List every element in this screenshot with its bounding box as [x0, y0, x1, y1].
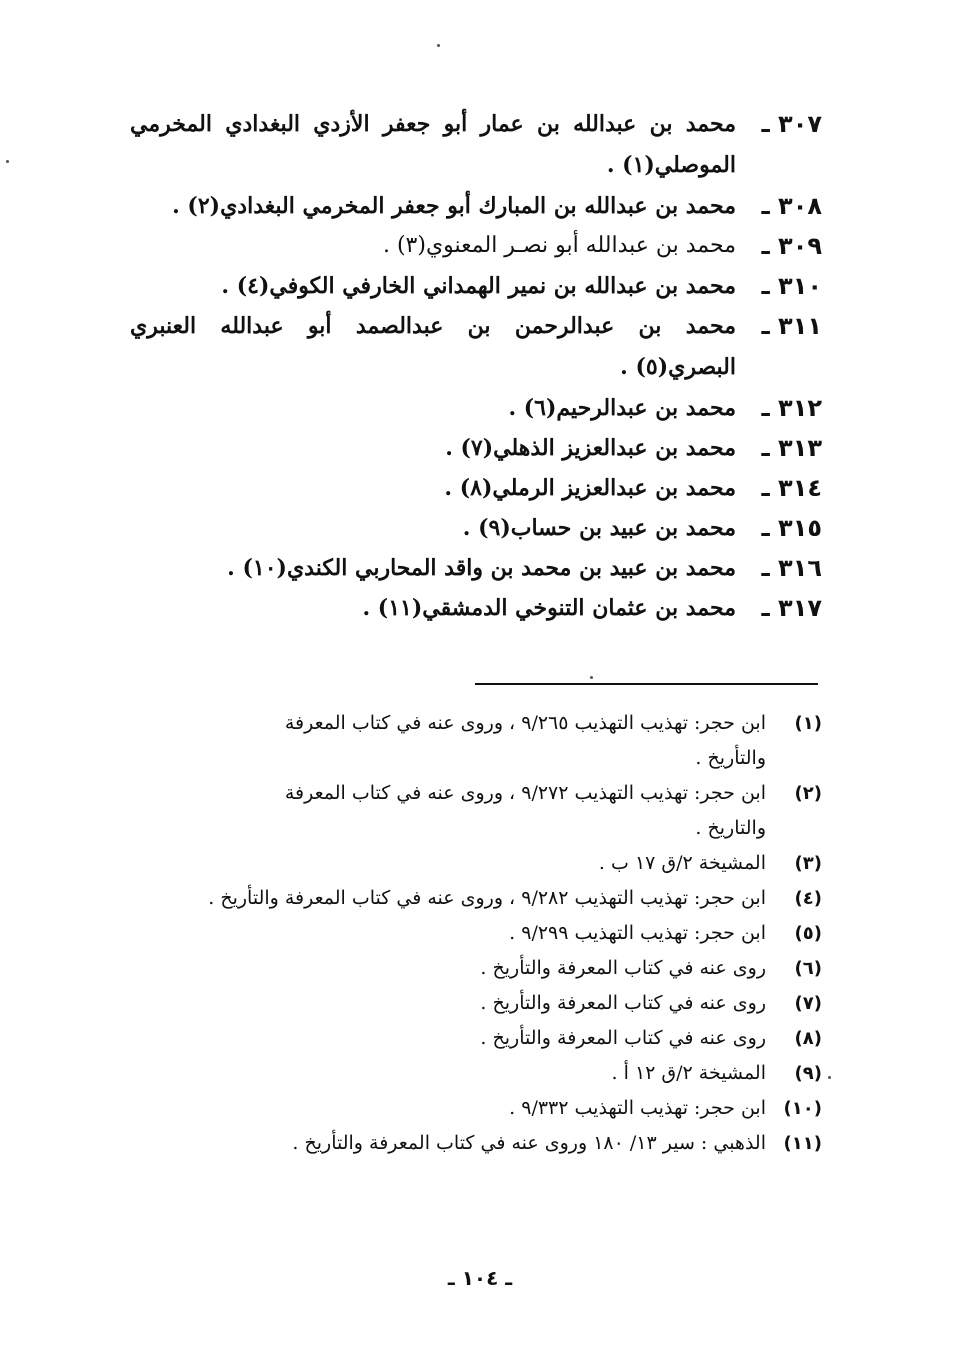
- footnote-9: [100, 1056, 822, 1091]
- entry-314: [130, 468, 822, 508]
- page-number: ـ ١٠٤ ـ: [447, 1266, 513, 1290]
- entry-number: ٣١٧ ـ: [761, 594, 822, 622]
- entry-312: [130, 388, 822, 428]
- entry-number: ٣١٥ ـ: [761, 514, 822, 542]
- footnote-number: (٧): [794, 993, 822, 1014]
- footnote-text: ابن حجر: تهذيب التهذيب ٩/٢٨٢ ، وروى عنه في كتاب المعرفة والتأريخ .: [208, 887, 766, 909]
- footnote-number: (٣): [794, 853, 822, 874]
- entry-number: ٣١٤ ـ: [761, 474, 822, 502]
- entry-text: محمد بن عبدالله بن المبارك أبو جعفر المخرمي البغدادي(٢) .: [172, 193, 736, 219]
- footnote-8: [100, 1021, 822, 1056]
- footnote-text: ابن حجر: تهذيب التهذيب ٩/٢٩٩ .: [509, 922, 766, 944]
- entry-number: ٣٠٨ ـ: [761, 192, 822, 220]
- entry-text-continued: البصري(٥) .: [620, 354, 736, 380]
- scan-speck: [437, 44, 440, 47]
- entry-number: ٣١٣ ـ: [761, 434, 822, 462]
- entry-text: محمد بن عبدالرحيم(٦) .: [508, 395, 736, 421]
- footnote-number: (٩): [794, 1063, 822, 1084]
- scan-speck: [6, 160, 9, 163]
- entry-number: ٣١٢ ـ: [761, 394, 822, 422]
- footnote-separator: [475, 683, 818, 685]
- entry-text: محمد بن عبيد بن حساب(٩) .: [462, 515, 736, 541]
- footnote-text: روى عنه في كتاب المعرفة والتأريخ .: [480, 992, 766, 1014]
- footnote-11: [100, 1126, 822, 1161]
- entry-number: ٣٠٧ ـ: [761, 110, 822, 138]
- entry-number: ٣١٦ ـ: [761, 554, 822, 582]
- scan-speck: [590, 676, 593, 679]
- entry-text: محمد بن عبدالله بن نمير الهمداني الخارفي الكوفي(٤) .: [221, 273, 736, 299]
- footnote-text: المشيخة ٢/ق ١٢ أ .: [611, 1062, 766, 1084]
- footnote-text: الذهبي : سير ١٣/ ١٨٠ وروى عنه في كتاب المعرفة والتأريخ .: [292, 1132, 766, 1154]
- entry-307: [130, 104, 822, 186]
- footnote-text: ابن حجر: تهذيب التهذيب ٩/٢٦٥ ، وروى عنه في كتاب المعرفة: [284, 712, 766, 734]
- footnote-number: (٢): [794, 783, 822, 804]
- footnote-text-continued: والتاريخ .: [695, 817, 766, 839]
- scan-speck: [828, 1076, 831, 1079]
- footnote-3: [100, 846, 822, 881]
- entry-309: [130, 226, 822, 266]
- footnote-number: (٨): [794, 1028, 822, 1049]
- footnote-text: روى عنه في كتاب المعرفة والتأريخ .: [480, 1027, 766, 1049]
- footnote-6: [100, 951, 822, 986]
- footnote-7: [100, 986, 822, 1021]
- entry-310: [130, 266, 822, 306]
- entry-315: [130, 508, 822, 548]
- entry-text: محمد بن عبدالعزيز الذهلي(٧) .: [445, 435, 736, 461]
- entry-text: محمد بن عثمان التنوخي الدمشقي(١١) .: [362, 595, 736, 621]
- entry-text: محمد بن عبيد بن محمد بن واقد المحاربي الكندي(١٠) .: [227, 555, 736, 581]
- entry-number: ٣١١ ـ: [761, 312, 822, 340]
- entries-list: [130, 104, 822, 628]
- entry-text: محمد بن عبدالله بن عمار أبو جعفر الأزدي البغدادي المخرمي: [130, 111, 736, 137]
- footnote-text: ابن حجر: تهذيب التهذيب ٩/٢٧٢ ، وروى عنه في كتاب المعرفة: [284, 782, 766, 804]
- footnote-number: (٤): [794, 888, 822, 909]
- footnote-number: (٦): [794, 958, 822, 979]
- entry-308: [130, 186, 822, 226]
- footnotes-list: [100, 706, 822, 1161]
- footnote-text-continued: والتأريخ .: [695, 747, 766, 769]
- footnote-text: روى عنه في كتاب المعرفة والتأريخ .: [480, 957, 766, 979]
- footnote-4: [100, 881, 822, 916]
- entry-317: [130, 588, 822, 628]
- footnote-10: [100, 1091, 822, 1126]
- footnote-1: [100, 706, 822, 776]
- entry-311: [130, 306, 822, 388]
- entry-number: ٣٠٩ ـ: [761, 232, 822, 260]
- footnote-text: المشيخة ٢/ق ١٧ ب .: [598, 852, 766, 874]
- footnote-5: [100, 916, 822, 951]
- entry-text-continued: الموصلي(١) .: [606, 152, 736, 178]
- footnote-text: ابن حجر: تهذيب التهذيب ٩/٣٣٢ .: [509, 1097, 766, 1119]
- entry-number: ٣١٠ ـ: [761, 272, 822, 300]
- entry-text: محمد بن عبدالعزيز الرملي(٨) .: [444, 475, 736, 501]
- footnote-2: [100, 776, 822, 846]
- footnote-number: (٥): [794, 923, 822, 944]
- entry-316: [130, 548, 822, 588]
- footnote-number: (١١): [783, 1133, 822, 1154]
- entry-text: محمد بن عبدالله أبو نصـر المعنوي(٣) .: [382, 233, 736, 258]
- entry-text: محمد بن عبدالرحمن بن عبدالصمد أبو عبدالله العنبري: [130, 313, 736, 339]
- footnote-number: (١): [794, 713, 822, 734]
- footnote-number: (١٠): [783, 1098, 822, 1119]
- entry-313: [130, 428, 822, 468]
